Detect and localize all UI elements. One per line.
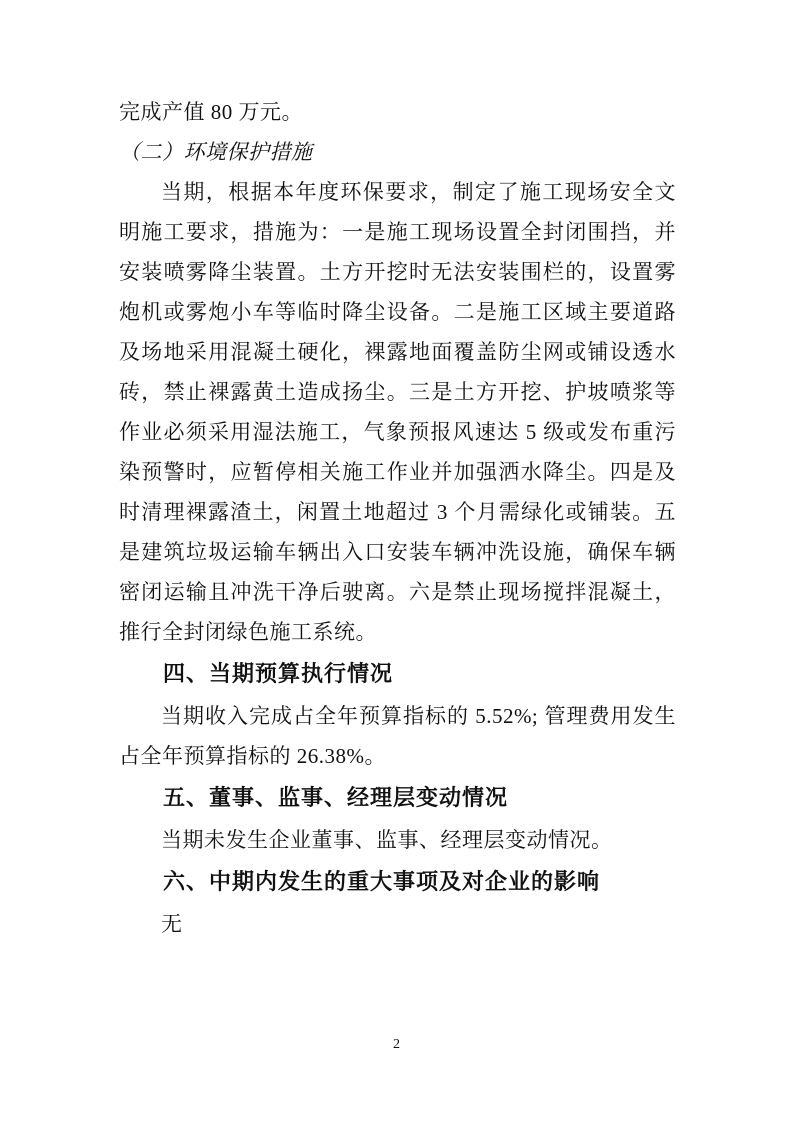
paragraph-continuation: 完成产值 80 万元。 — [119, 100, 303, 124]
section-heading-governance-changes: 五、董事、监事、经理层变动情况 — [163, 785, 509, 810]
subsection-heading-environment: （二）环境保护措施 — [119, 140, 313, 164]
document-content — [119, 92, 676, 944]
paragraph-governance-changes: 当期未发生企业董事、监事、经理层变动情况。 — [161, 828, 613, 852]
section-heading-budget-execution: 四、当期预算执行情况 — [163, 661, 394, 686]
page-number: 2 — [393, 1037, 400, 1052]
paragraph-environment-measures: 当期，根据本年度环保要求，制定了施工现场安全文明施工要求，措施为：一是施工现场设置全封闭围挡，并安装喷雾降尘装置。土方开挖时无法安装围栏的，设置雾炮机或雾炮小车等临时降尘设备。二是施工区域主要道路及场地采用混凝土硬化，裸露地面覆盖防尘网或铺设透水砖，禁止裸露黄土造成扬尘。三是土方开挖、护坡喷浆等作业必须采用湿法施工，气象预报风速达 5 级或发布重污染预警时，应暂停相关施工作业并加强洒水降尘。四是及时清理裸露渣土，闲置土地超过 3 个月需绿化或铺装。五是建筑垃圾运输车辆出入口安装车辆冲洗设施，确保车辆密闭运输且冲洗干净后驶离。六是禁止现场搅拌混凝土，推行全封闭绿色施工系统。 — [119, 180, 676, 644]
paragraph-major-events: 无 — [161, 912, 183, 936]
section-heading-major-events: 六、中期内发生的重大事项及对企业的影响 — [163, 869, 601, 894]
paragraph-budget-execution: 当期收入完成占全年预算指标的 5.52%; 管理费用发生占全年预算指标的 26.38%。 — [119, 704, 676, 768]
